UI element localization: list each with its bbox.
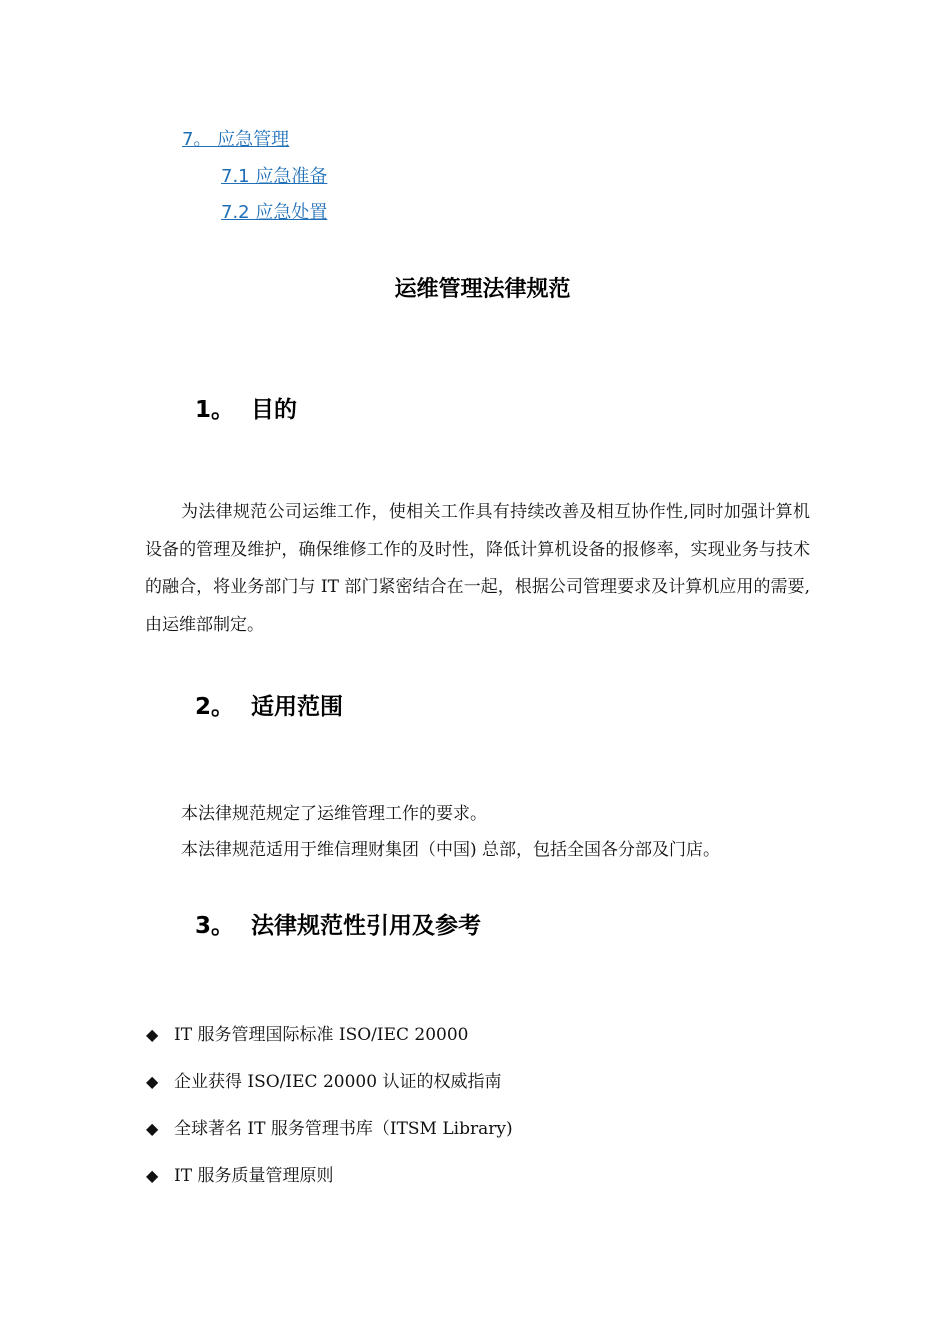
section-title: 法律规范性引用及参考 [251, 913, 481, 939]
section-number: 1。 [195, 397, 235, 423]
toc-link-7-2[interactable]: 7.2 应急处置 [221, 202, 328, 223]
diamond-bullet-icon: ◆ [146, 1119, 159, 1138]
diamond-bullet-icon: ◆ [146, 1025, 159, 1044]
purpose-paragraph: 为法律规范公司运维工作，使相关工作具有持续改善及相互协作性,同时加强计算机设备的管理及维护，确保维修工作的及时性，降低计算机设备的报修率，实现业务与技术的融合，将业务部门与 IT 部门紧密结合在一起，根据公司管理要求及计算机应用的需要,由运维部制定。 [145, 502, 810, 635]
reference-text: 企业获得 ISO/IEC 20000 认证的权威指南 [174, 1072, 502, 1092]
scope-line-2: 本法律规范适用于维信理财集团（中国) 总部，包括全国各分部及门店。 [181, 840, 721, 860]
reference-item [146, 1067, 501, 1092]
section-heading-1 [195, 391, 297, 424]
reference-item [146, 1114, 513, 1139]
document-title: 运维管理法律规范 [394, 277, 571, 302]
reference-text: IT 服务管理国际标准 ISO/IEC 20000 [174, 1025, 469, 1045]
section-number: 2。 [195, 694, 235, 720]
section-number: 3。 [195, 913, 235, 939]
scope-line-1: 本法律规范规定了运维管理工作的要求。 [181, 804, 487, 824]
reference-text: IT 服务质量管理原则 [174, 1166, 334, 1186]
reference-item [146, 1020, 469, 1045]
toc-link-7[interactable]: 7。 应急管理 [182, 129, 290, 150]
reference-text: 全球著名 IT 服务管理书库（ITSM Library) [174, 1119, 513, 1139]
toc-link-7-1[interactable]: 7.1 应急准备 [221, 166, 328, 187]
diamond-bullet-icon: ◆ [146, 1166, 159, 1185]
section-heading-3 [195, 907, 481, 940]
diamond-bullet-icon: ◆ [146, 1072, 159, 1091]
section-heading-2 [195, 688, 343, 721]
reference-item [146, 1161, 333, 1186]
section-title: 适用范围 [251, 694, 343, 720]
section-title: 目的 [251, 397, 297, 423]
